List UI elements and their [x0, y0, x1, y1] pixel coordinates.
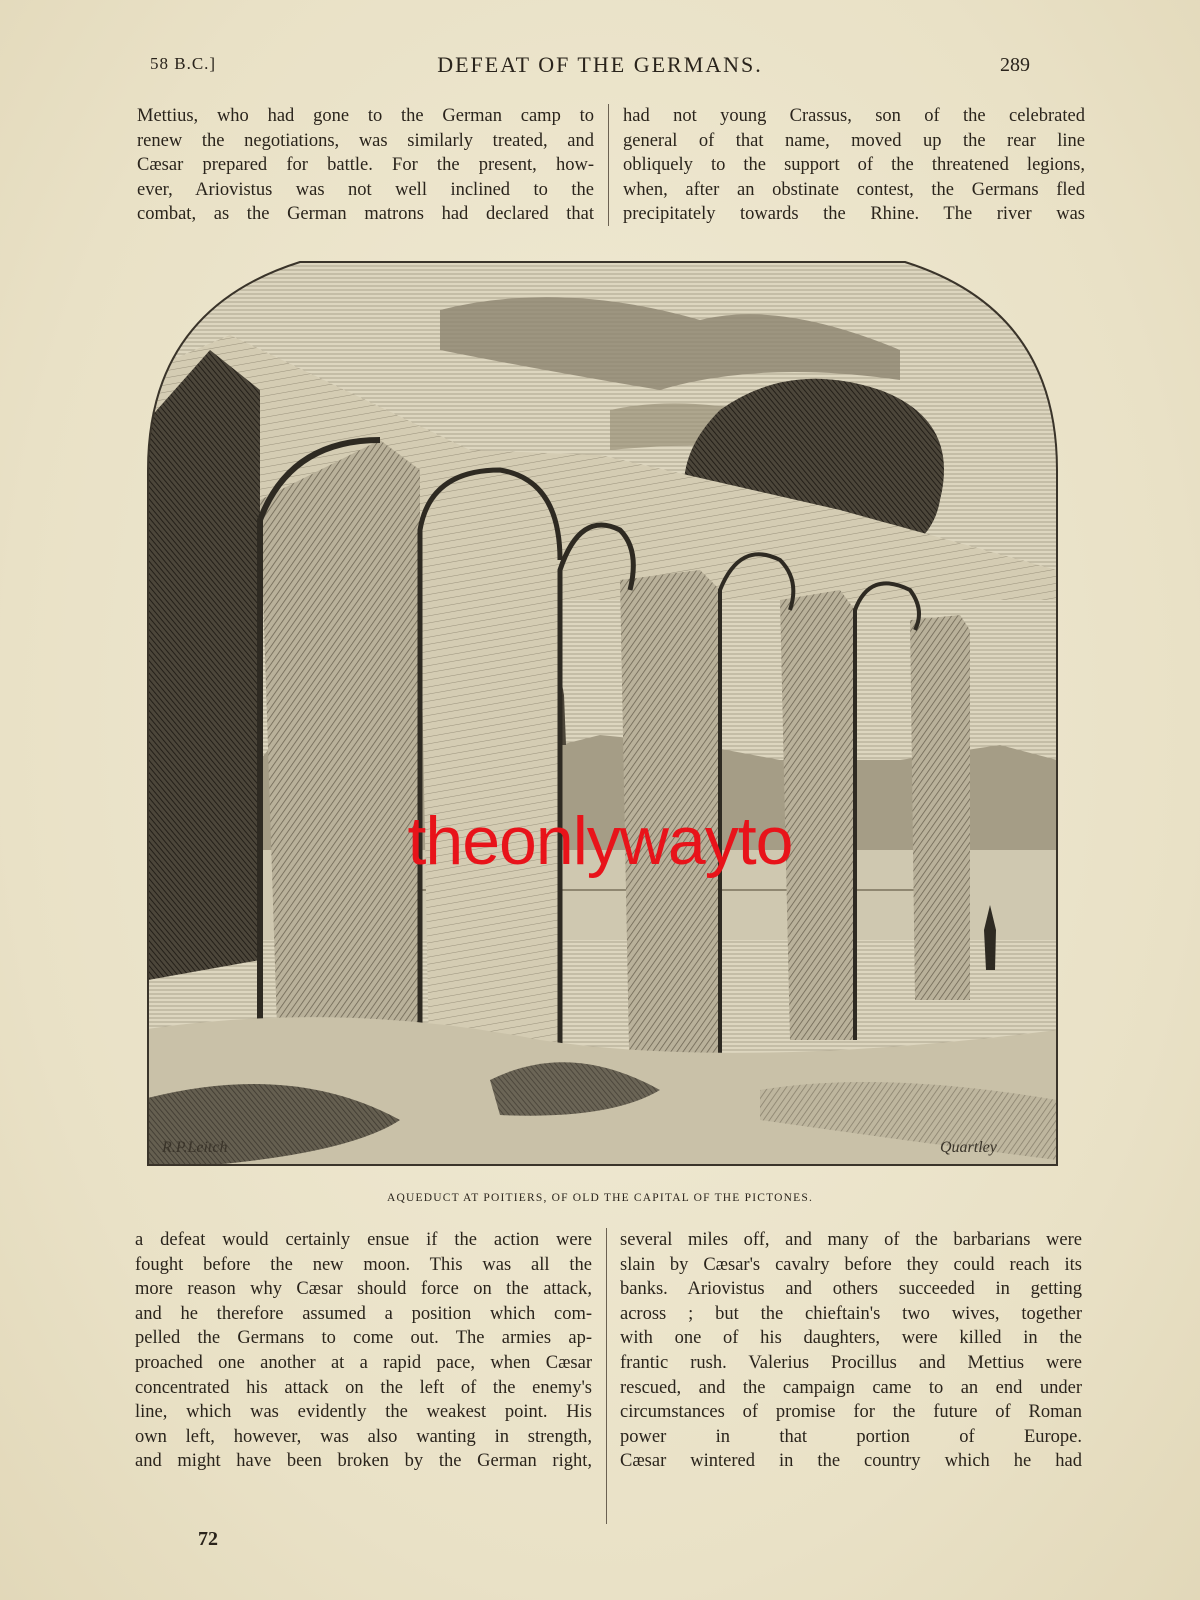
page-title: DEFEAT OF THE GERMANS. — [437, 52, 763, 77]
text-line: frantic rush. Valerius Procillus and Mettius were — [620, 1352, 1082, 1373]
text-line: when, after an obstinate contest, the Germans fled — [623, 179, 1085, 200]
text-line: and he therefore assumed a position which com- — [135, 1303, 592, 1324]
text-line: slain by Cæsar's cavalry before they could reach its — [620, 1254, 1082, 1275]
text-line: several miles off, and many of the barbarians were — [620, 1230, 1082, 1250]
engraver-signature-right: Quartley — [940, 1139, 997, 1156]
aqueduct-engraving — [140, 240, 1065, 1180]
text-column-bottom-right — [620, 1228, 1082, 1474]
text-line: fought before the new moon. This was all the — [135, 1254, 592, 1275]
text-line: power in that portion of Europe. — [620, 1426, 1082, 1447]
text-line: precipitately towards the Rhine. The river was — [623, 204, 1085, 225]
text-line: rescued, and the campaign came to an end under — [620, 1377, 1082, 1398]
running-header — [0, 54, 1200, 84]
text-line: Cæsar prepared for battle. For the present, how- — [137, 155, 594, 176]
text-line: combat, as the German matrons had declared that — [137, 204, 594, 225]
engraving-scene — [140, 240, 1065, 1180]
text-line: Mettius, who had gone to the German camp to — [137, 106, 594, 126]
text-line: had not young Crassus, son of the celebrated — [623, 106, 1085, 126]
text-column-top-right — [623, 104, 1085, 227]
text-line: concentrated his attack on the left of the enemy's — [135, 1377, 592, 1398]
text-line: a defeat would certainly ensue if the action were — [135, 1230, 592, 1250]
text-line: across ; but the chieftain's two wives, together — [620, 1303, 1082, 1324]
text-line: Cæsar wintered in the country which he had — [620, 1451, 1082, 1472]
text-line: renew the negotiations, was similarly treated, and — [137, 130, 594, 151]
text-line: own left, however, was also wanting in strength, — [135, 1426, 592, 1447]
column-rule — [608, 104, 609, 226]
text-line: obliquely to the support of the threatened legions, — [623, 155, 1085, 176]
text-line: ever, Ariovistus was not well inclined to the — [137, 179, 594, 200]
text-line: more reason why Cæsar should force on the attack, — [135, 1279, 592, 1300]
text-line: and might have been broken by the German right, — [135, 1451, 592, 1472]
watermark-text: theonlywayto — [407, 803, 793, 879]
text-column-top-left — [137, 104, 594, 227]
header-date: 58 B.C.] — [150, 54, 217, 73]
text-line: proached one another at a rapid pace, when Cæsar — [135, 1352, 592, 1373]
folio-signature: 72 — [198, 1528, 218, 1550]
text-column-bottom-left — [135, 1228, 592, 1474]
text-line: circumstances of promise for the future of Roman — [620, 1402, 1082, 1423]
text-line: pelled the Germans to come out. The armies ap- — [135, 1328, 592, 1349]
column-rule — [606, 1228, 607, 1524]
text-line: banks. Ariovistus and others succeeded in getting — [620, 1279, 1082, 1300]
figure-caption: AQUEDUCT AT POITIERS, OF OLD THE CAPITAL OF THE PICTONES. — [386, 1192, 814, 1204]
text-line: general of that name, moved up the rear line — [623, 130, 1085, 151]
text-line: with one of his daughters, were killed in the — [620, 1328, 1082, 1349]
page-number: 289 — [1000, 54, 1030, 76]
text-line: line, which was evidently the weakest point. His — [135, 1402, 592, 1423]
engraver-signature-left: R.P.Leitch — [162, 1139, 228, 1156]
